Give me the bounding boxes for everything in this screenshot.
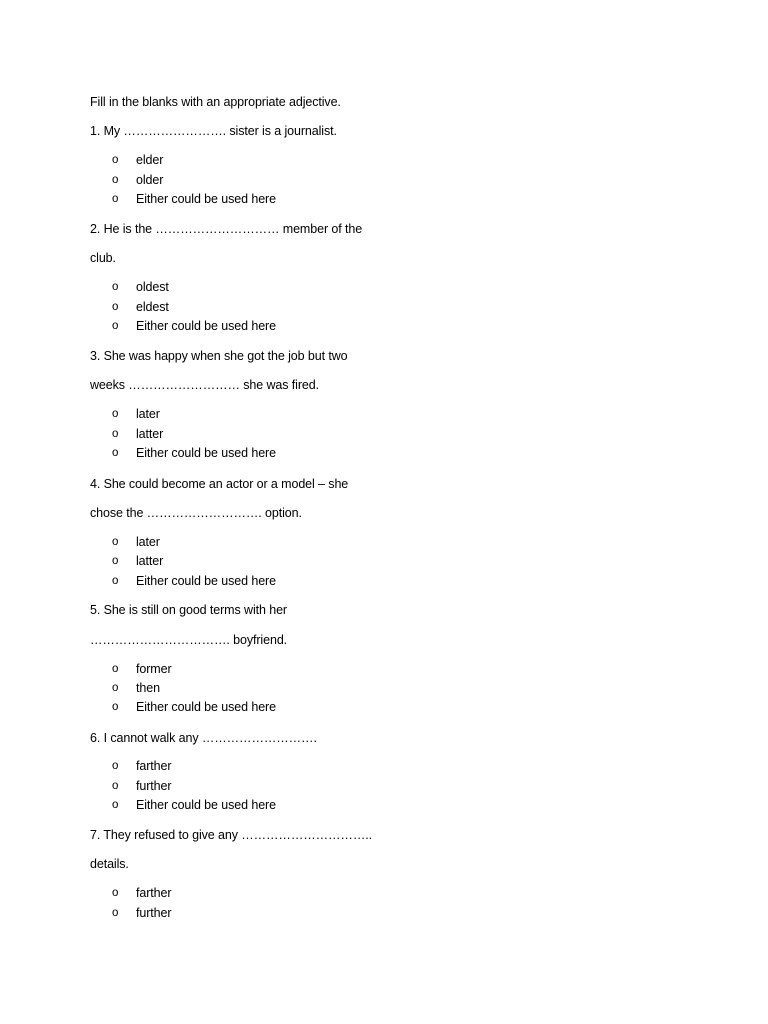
- question-1-line-1: 1. My ……………………. sister is a journalist.: [90, 124, 337, 138]
- option-label: older: [136, 173, 164, 187]
- option-label: later: [136, 535, 160, 549]
- question-3-option-3: [0, 445, 768, 461]
- question-2-line-2: club.: [90, 251, 116, 265]
- bullet-icon: o: [112, 447, 119, 459]
- question-3-line-2: weeks ……………………… she was fired.: [90, 378, 319, 392]
- question-4-option-3: [0, 573, 768, 589]
- question-5-line-2: ……………………………. boyfriend.: [90, 633, 288, 647]
- question-4-line-1: 4. She could become an actor or a model – she: [90, 477, 349, 491]
- option-label: latter: [136, 427, 164, 441]
- question-1-option-2: [0, 172, 768, 188]
- option-label: oldest: [136, 280, 169, 294]
- question-2-line-1: 2. He is the ………………………… member of the: [90, 222, 363, 236]
- question-3-option-1: [0, 406, 768, 422]
- option-label: further: [136, 906, 172, 920]
- bullet-icon: o: [112, 780, 119, 792]
- option-label: farther: [136, 886, 172, 900]
- question-7-line-2: details.: [90, 857, 129, 871]
- instruction-text: Fill in the blanks with an appropriate adjective.: [90, 95, 341, 109]
- bullet-icon: o: [112, 174, 119, 186]
- option-label: elder: [136, 153, 164, 167]
- question-7-line-1: 7. They refused to give any …………………………..: [90, 828, 372, 842]
- option-label: farther: [136, 759, 172, 773]
- option-label: Either could be used here: [136, 192, 276, 206]
- option-label: Either could be used here: [136, 574, 276, 588]
- option-label: then: [136, 681, 160, 695]
- question-5-option-2: [0, 680, 768, 696]
- question-4-option-2: [0, 553, 768, 569]
- option-label: later: [136, 407, 160, 421]
- bullet-icon: o: [112, 799, 119, 811]
- bullet-icon: o: [112, 907, 119, 919]
- option-label: Either could be used here: [136, 700, 276, 714]
- option-label: further: [136, 779, 172, 793]
- bullet-icon: o: [112, 193, 119, 205]
- bullet-icon: o: [112, 682, 119, 694]
- question-1-option-3: [0, 191, 768, 207]
- bullet-icon: o: [112, 701, 119, 713]
- bullet-icon: o: [112, 663, 119, 675]
- question-6-option-3: [0, 797, 768, 813]
- question-2-option-1: [0, 279, 768, 295]
- option-label: Either could be used here: [136, 446, 276, 460]
- question-2-option-3: [0, 318, 768, 334]
- bullet-icon: o: [112, 301, 119, 313]
- bullet-icon: o: [112, 320, 119, 332]
- question-1-option-1: [0, 152, 768, 168]
- question-6-option-2: [0, 778, 768, 794]
- bullet-icon: o: [112, 281, 119, 293]
- option-label: Either could be used here: [136, 319, 276, 333]
- question-6-line-1: 6. I cannot walk any ……………………….: [90, 731, 317, 745]
- bullet-icon: o: [112, 536, 119, 548]
- bullet-icon: o: [112, 555, 119, 567]
- question-2-option-2: [0, 299, 768, 315]
- bullet-icon: o: [112, 887, 119, 899]
- bullet-icon: o: [112, 760, 119, 772]
- question-3-line-1: 3. She was happy when she got the job but two: [90, 349, 348, 363]
- bullet-icon: o: [112, 428, 119, 440]
- question-4-option-1: [0, 534, 768, 550]
- option-label: latter: [136, 554, 164, 568]
- bullet-icon: o: [112, 154, 119, 166]
- bullet-icon: o: [112, 408, 119, 420]
- option-label: eldest: [136, 300, 169, 314]
- option-label: former: [136, 662, 172, 676]
- question-5-option-3: [0, 699, 768, 715]
- option-label: Either could be used here: [136, 798, 276, 812]
- question-7-option-2: [0, 905, 768, 921]
- question-5-option-1: [0, 661, 768, 677]
- question-7-option-1: [0, 885, 768, 901]
- question-5-line-1: 5. She is still on good terms with her: [90, 603, 287, 617]
- question-3-option-2: [0, 426, 768, 442]
- question-4-line-2: chose the ………………………. option.: [90, 506, 302, 520]
- bullet-icon: o: [112, 575, 119, 587]
- question-6-option-1: [0, 758, 768, 774]
